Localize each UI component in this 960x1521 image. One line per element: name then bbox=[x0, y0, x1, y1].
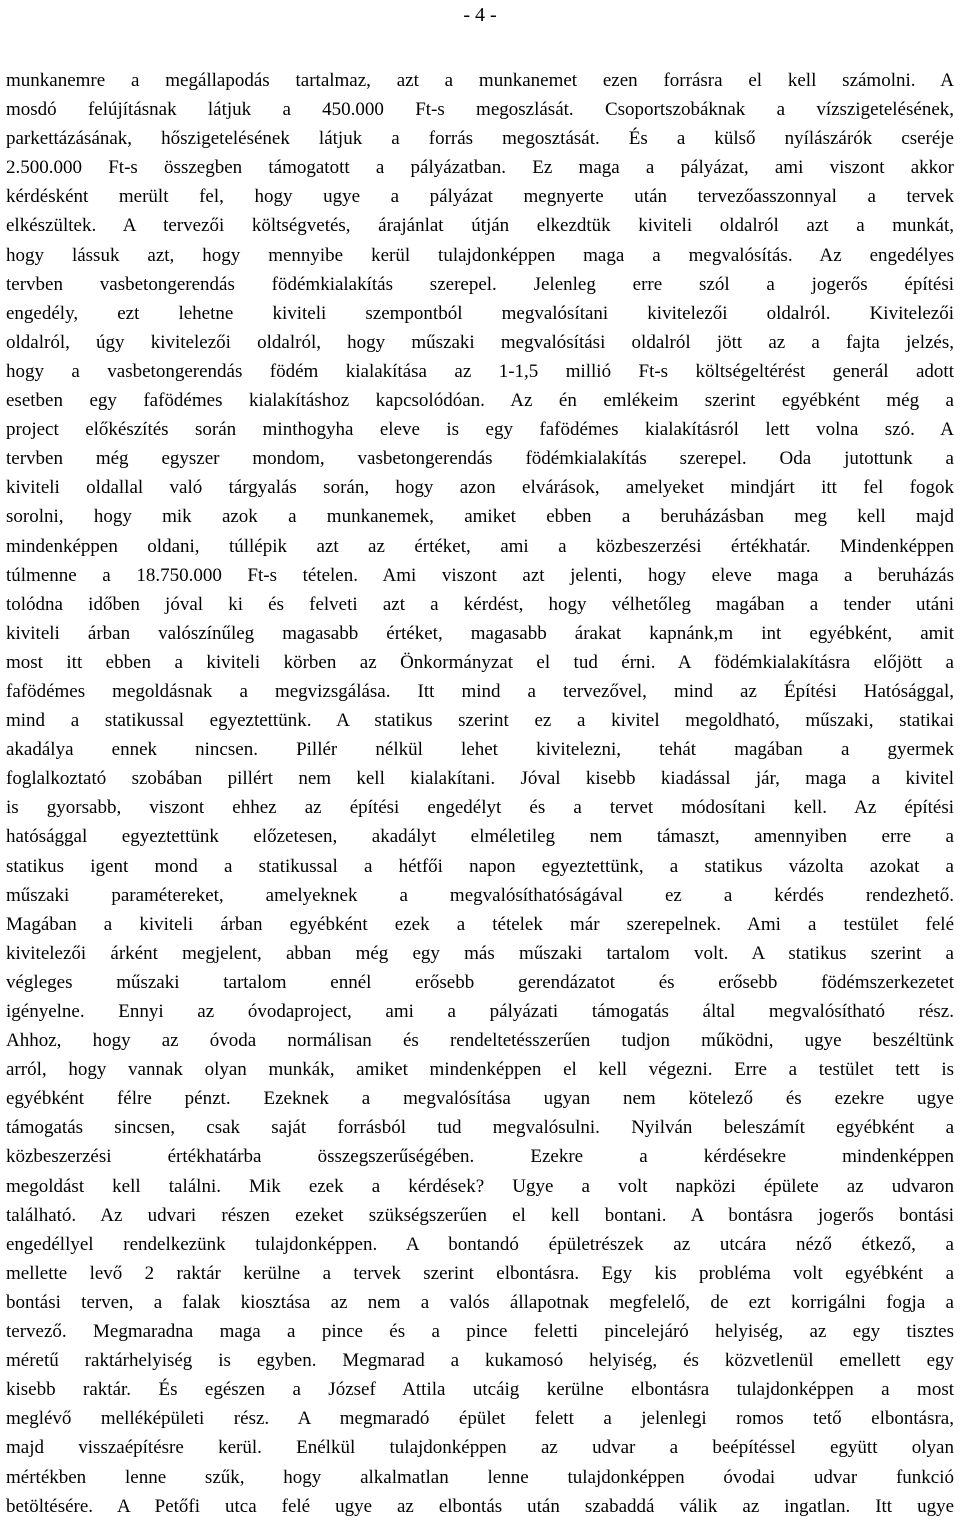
text-line: túlmenne a 18.750.000 Ft-s tételen. Ami viszont azt jelenti, hogy eleve maga a beruházás bbox=[6, 564, 954, 586]
text-line: kisebb raktár. És egészen a József Attila utcáig kerülne elbontásra tulajdonképpen a most bbox=[6, 1379, 954, 1401]
text-line: végleges műszaki tartalom ennél erősebb gerendázatot és erősebb födémszerkezetet bbox=[6, 971, 954, 993]
text-line: is gyorsabb, viszont ehhez az építési engedélyt és a tervet módosítani kell. Az építési bbox=[6, 797, 954, 819]
text-line: statikus igent mond a statikussal a hétfői napon egyeztettünk, a statikus vázolta azokat a bbox=[6, 855, 954, 877]
text-line: majd visszaépítésre kerül. Enélkül tulajdonképpen az udvar a beépítéssel együtt olyan bbox=[6, 1437, 954, 1459]
text-line: hogy lássuk azt, hogy mennyibe kerül tulajdonképpen maga a megvalósítás. Az engedélyes bbox=[6, 244, 954, 266]
text-line: kiviteli árban valószínűleg magasabb értéket, magasabb árakat kapnánk,m int egyébként, amit bbox=[6, 622, 954, 644]
text-line: Ahhoz, hogy az óvoda normálisan és rendeltetésszerűen tudjon működni, ugye beszéltünk bbox=[6, 1030, 954, 1052]
text-line: közbeszerzési értékhatárba összegszerűségében. Ezekre a kérdésekre mindenképpen bbox=[6, 1146, 954, 1168]
text-line: oldalról, úgy kivitelezői oldalról, hogy műszaki megvalósítási oldalról jött az a fajta jelzés, bbox=[6, 331, 954, 353]
text-line: Magában a kiviteli árban egyébként ezek a tételek már szerepelnek. Ami a testület felé bbox=[6, 913, 954, 935]
text-line: egyébként félre pénzt. Ezeknek a megvalósítása ugyan nem kötelező és ezekre ugye bbox=[6, 1088, 954, 1110]
text-line: mind a statikussal egyeztettünk. A statikus szerint ez a kivitel megoldható, műszaki, statikai bbox=[6, 710, 954, 732]
text-line: fafödémes megoldásnak a megvizsgálása. Itt mind a tervezővel, mind az Építési Hatósággal, bbox=[6, 680, 954, 702]
text-line: project előkészítés során minthogyha eleve is egy fafödémes kialakításról lett volna szó. A bbox=[6, 419, 954, 441]
text-line: kérdésként merült fel, hogy ugye a pályázat megnyerte után tervezőasszonnyal a tervek bbox=[6, 186, 954, 208]
text-line: található. Az udvari részen ezeket szükségszerűen el kell bontani. A bontásra jogerős bontási bbox=[6, 1204, 954, 1226]
text-line: munkanemre a megállapodás tartalmaz, azt a munkanemet ezen forrásra el kell számolni. A bbox=[6, 70, 954, 91]
text-line: méretű raktárhelyiség is egyben. Megmarad a kukamosó helyiség, és közvetlenül emellett egy bbox=[6, 1350, 954, 1372]
text-line: 2.500.000 Ft-s összegben támogatott a pályázatban. Ez maga a pályázat, ami viszont akkor bbox=[6, 157, 954, 179]
text-line: meglévő melléképületi rész. A megmaradó épület felett a jelenlegi romos tető elbontásra, bbox=[6, 1408, 954, 1430]
text-line: elkészültek. A tervezői költségvetés, árajánlat útján elkezdtük kiviteli oldalról azt a munkát, bbox=[6, 215, 954, 237]
text-line: tervező. Megmaradna maga a pince és a pince feletti pincelejáró helyiség, az egy tisztes bbox=[6, 1321, 954, 1343]
text-line: hatósággal egyeztettünk előzetesen, akadályt elméletileg nem támaszt, amennyiben erre a bbox=[6, 826, 954, 848]
text-line: tolódna időben jóval ki és felveti azt a kérdést, hogy vélhetőleg magában a tender utáni bbox=[6, 593, 954, 615]
text-line: műszaki paramétereket, amelyeknek a megvalósíthatóságával ez a kérdés rendezhető. bbox=[6, 884, 954, 906]
text-line: arról, hogy vannak olyan munkák, amiket mindenképpen el kell végezni. Erre a testület tett is bbox=[6, 1059, 954, 1081]
text-line: tervben még egyszer mondom, vasbetongerendás födémkialakítás szerepel. Oda jutottunk a bbox=[6, 448, 954, 470]
text-line: kiviteli oldallal való tárgyalás során, hogy azon elvárások, amelyeket mindjárt itt fel fogok bbox=[6, 477, 954, 499]
text-line: foglalkoztató szobában pillért nem kell kialakítani. Jóval kisebb kiadással jár, maga a kivitel bbox=[6, 768, 954, 790]
text-line: parkettázásának, hőszigetelésének látjuk a forrás megosztását. És a külső nyílászárók cseréje bbox=[6, 128, 954, 150]
text-line: mellette levő 2 raktár kerülne a tervek szerint elbontásra. Egy kis probléma volt egyébként a bbox=[6, 1262, 954, 1284]
text-line: mértékben lenne szűk, hogy alkalmatlan lenne tulajdonképpen óvodai udvar funkció bbox=[6, 1466, 954, 1488]
text-line: bontási terven, a falak kiosztása az nem a valós állapotnak megfelelő, de ezt korrigálni fogja a bbox=[6, 1291, 954, 1313]
body-text bbox=[6, 66, 954, 1521]
text-line: tervben vasbetongerendás födémkialakítás szerepel. Jelenleg erre szól a jogerős építési bbox=[6, 273, 954, 295]
text-line: mindenképpen oldani, túllépik azt az értéket, ami a közbeszerzési értékhatár. Mindenképpen bbox=[6, 535, 954, 557]
text-line: hogy a vasbetongerendás födém kialakítása az 1-1,5 millió Ft-s költségeltérést generál adott bbox=[6, 360, 954, 382]
text-line: támogatás sincsen, csak saját forrásból tud megvalósulni. Nyilván beleszámít egyébként a bbox=[6, 1117, 954, 1139]
text-line: igényelne. Ennyi az óvodaproject, ami a pályázati támogatás által megvalósítható rész. bbox=[6, 1001, 954, 1022]
text-line: kivitelezői árként megjelent, abban még egy más műszaki tartalom volt. A statikus szerint a bbox=[6, 942, 954, 964]
text-line: most itt ebben a kiviteli körben az Önkormányzat el tud érni. A födémkialakításra előjött a bbox=[6, 651, 954, 673]
page-number: - 4 - bbox=[463, 4, 497, 26]
text-line: engedéllyel rendelkezünk tulajdonképpen. A bontandó épületrészek az utcára néző étkező, a bbox=[6, 1233, 954, 1255]
text-line: mosdó felújításnak látjuk a 450.000 Ft-s megoszlását. Csoportszobáknak a vízszigetelésének, bbox=[6, 99, 954, 121]
text-line: sorolni, hogy mik azok a munkanemek, amiket ebben a beruházásban meg kell majd bbox=[6, 506, 954, 528]
text-line: megoldást kell találni. Mik ezek a kérdések? Ugye a volt napközi épülete az udvaron bbox=[6, 1175, 954, 1197]
text-line: esetben egy fafödémes kialakításhoz kapcsolódóan. Az én emlékeim szerint egyébként még a bbox=[6, 390, 954, 412]
text-line: betöltésére. A Petőfi utca felé ugye az elbontás után szabaddá válik az ingatlan. Itt ugye bbox=[6, 1495, 954, 1517]
text-line: engedély, ezt lehetne kiviteli szempontból megvalósítani kivitelezői oldalról. Kivitelezői bbox=[6, 302, 954, 324]
text-line: akadálya ennek nincsen. Pillér nélkül lehet kivitelezni, tehát magában a gyermek bbox=[6, 739, 954, 761]
